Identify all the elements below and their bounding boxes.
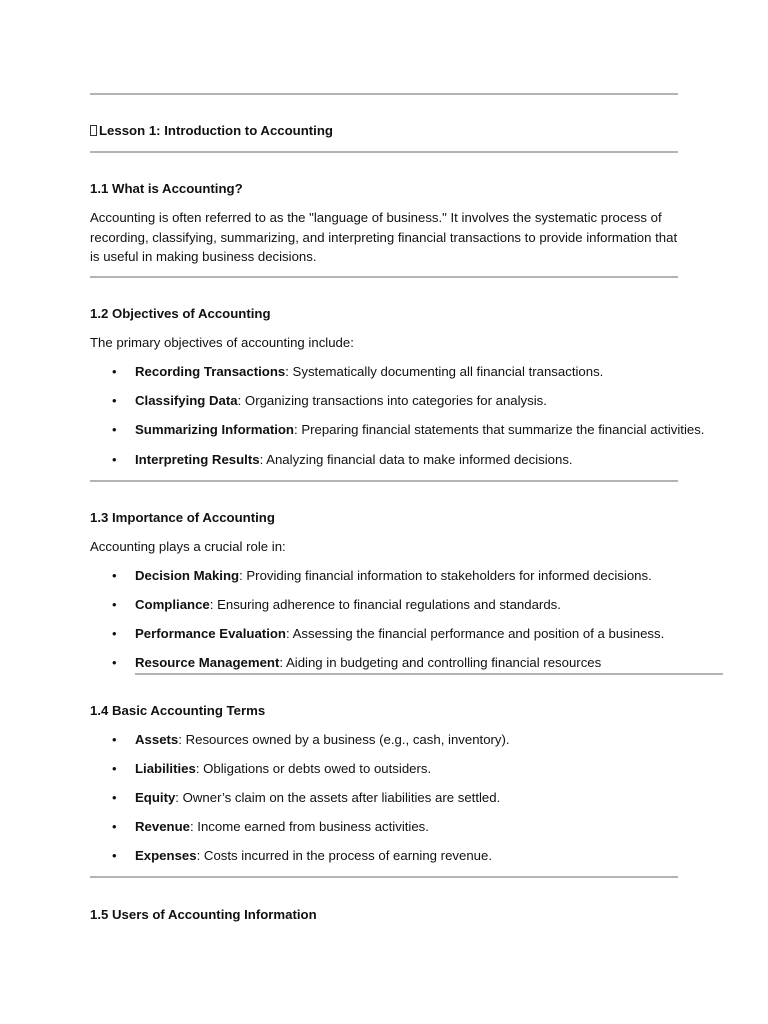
list-item-description: : Resources owned by a business (e.g., cash, inventory). bbox=[178, 732, 510, 747]
bullet-marker: • bbox=[112, 761, 117, 776]
list-item-description: : Analyzing financial data to make informed decisions. bbox=[259, 452, 573, 467]
list-item-term: Liabilities bbox=[135, 761, 196, 776]
list-item-term: Interpreting Results bbox=[135, 452, 260, 467]
list-item-term: Revenue bbox=[135, 819, 190, 834]
list-item-description: : Costs incurred in the process of earning revenue. bbox=[196, 848, 493, 863]
list-item-term: Recording Transactions bbox=[135, 364, 286, 379]
section-1-3-intro: Accounting plays a crucial role in: bbox=[90, 539, 286, 554]
list-item-term: Expenses bbox=[135, 848, 197, 863]
list-item-description: : Owner’s claim on the assets after liabilities are settled. bbox=[175, 790, 501, 805]
section-heading-1-5: 1.5 Users of Accounting Information bbox=[90, 907, 317, 922]
bullet-marker: • bbox=[112, 393, 117, 408]
bullet-marker: • bbox=[112, 568, 117, 583]
list-item-description: : Providing financial information to stakeholders for informed decisions. bbox=[239, 568, 652, 583]
bullet-marker: • bbox=[112, 732, 117, 747]
list-item-term: Performance Evaluation bbox=[135, 626, 286, 641]
lesson-title: Lesson 1: Introduction to Accounting bbox=[99, 123, 333, 138]
divider-after-section-1-3 bbox=[135, 673, 723, 675]
list-item-description: : Obligations or debts owed to outsiders. bbox=[195, 761, 432, 776]
section-heading-1-4: 1.4 Basic Accounting Terms bbox=[90, 703, 266, 718]
lesson-title-line bbox=[90, 121, 333, 141]
list-item-term: Resource Management bbox=[135, 655, 280, 670]
list-item-description: : Ensuring adherence to financial regulations and standards. bbox=[209, 597, 561, 612]
divider-after-section-1-1 bbox=[90, 276, 678, 278]
bullet-marker: • bbox=[112, 452, 117, 467]
list-item-description: : Assessing the financial performance and position of a business. bbox=[285, 626, 665, 641]
bullet-marker: • bbox=[112, 597, 117, 612]
section-1-2-intro: The primary objectives of accounting include: bbox=[90, 335, 354, 350]
list-item-term: Compliance bbox=[135, 597, 210, 612]
list-item-description: : Aiding in budgeting and controlling financial resources bbox=[279, 655, 602, 670]
divider-after-lesson-title bbox=[90, 151, 678, 153]
list-item-term: Classifying Data bbox=[135, 393, 238, 408]
bullet-marker: • bbox=[112, 626, 117, 641]
list-item-term: Assets bbox=[135, 732, 179, 747]
divider-top bbox=[90, 93, 678, 95]
bullet-marker: • bbox=[112, 819, 117, 834]
document-icon bbox=[90, 125, 97, 136]
section-heading-1-3: 1.3 Importance of Accounting bbox=[90, 510, 275, 525]
list-item-term: Decision Making bbox=[135, 568, 240, 583]
list-item-description: : Preparing financial statements that summarize the financial activities. bbox=[294, 422, 705, 437]
section-heading-1-2: 1.2 Objectives of Accounting bbox=[90, 306, 271, 321]
divider-after-section-1-4 bbox=[90, 876, 678, 878]
list-item-description: : Systematically documenting all financial transactions. bbox=[285, 364, 604, 379]
bullet-marker: • bbox=[112, 848, 117, 863]
bullet-marker: • bbox=[112, 655, 117, 670]
list-item-description: : Income earned from business activities. bbox=[189, 819, 429, 834]
divider-after-section-1-2 bbox=[90, 480, 678, 482]
list-item-term: Summarizing Information bbox=[135, 422, 294, 437]
bullet-marker: • bbox=[112, 364, 117, 379]
bullet-marker: • bbox=[112, 422, 117, 437]
bullet-marker: • bbox=[112, 790, 117, 805]
list-item-description: : Organizing transactions into categories for analysis. bbox=[237, 393, 547, 408]
section-heading-1-1: 1.1 What is Accounting? bbox=[90, 181, 243, 196]
list-item-term: Equity bbox=[135, 790, 176, 805]
section-1-1-paragraph: Accounting is often referred to as the "language of business." It involves the systematic process of recording, classifying, summarizing, and interpreting financial transactions to provide information that is useful in making business decisions. bbox=[90, 210, 678, 264]
